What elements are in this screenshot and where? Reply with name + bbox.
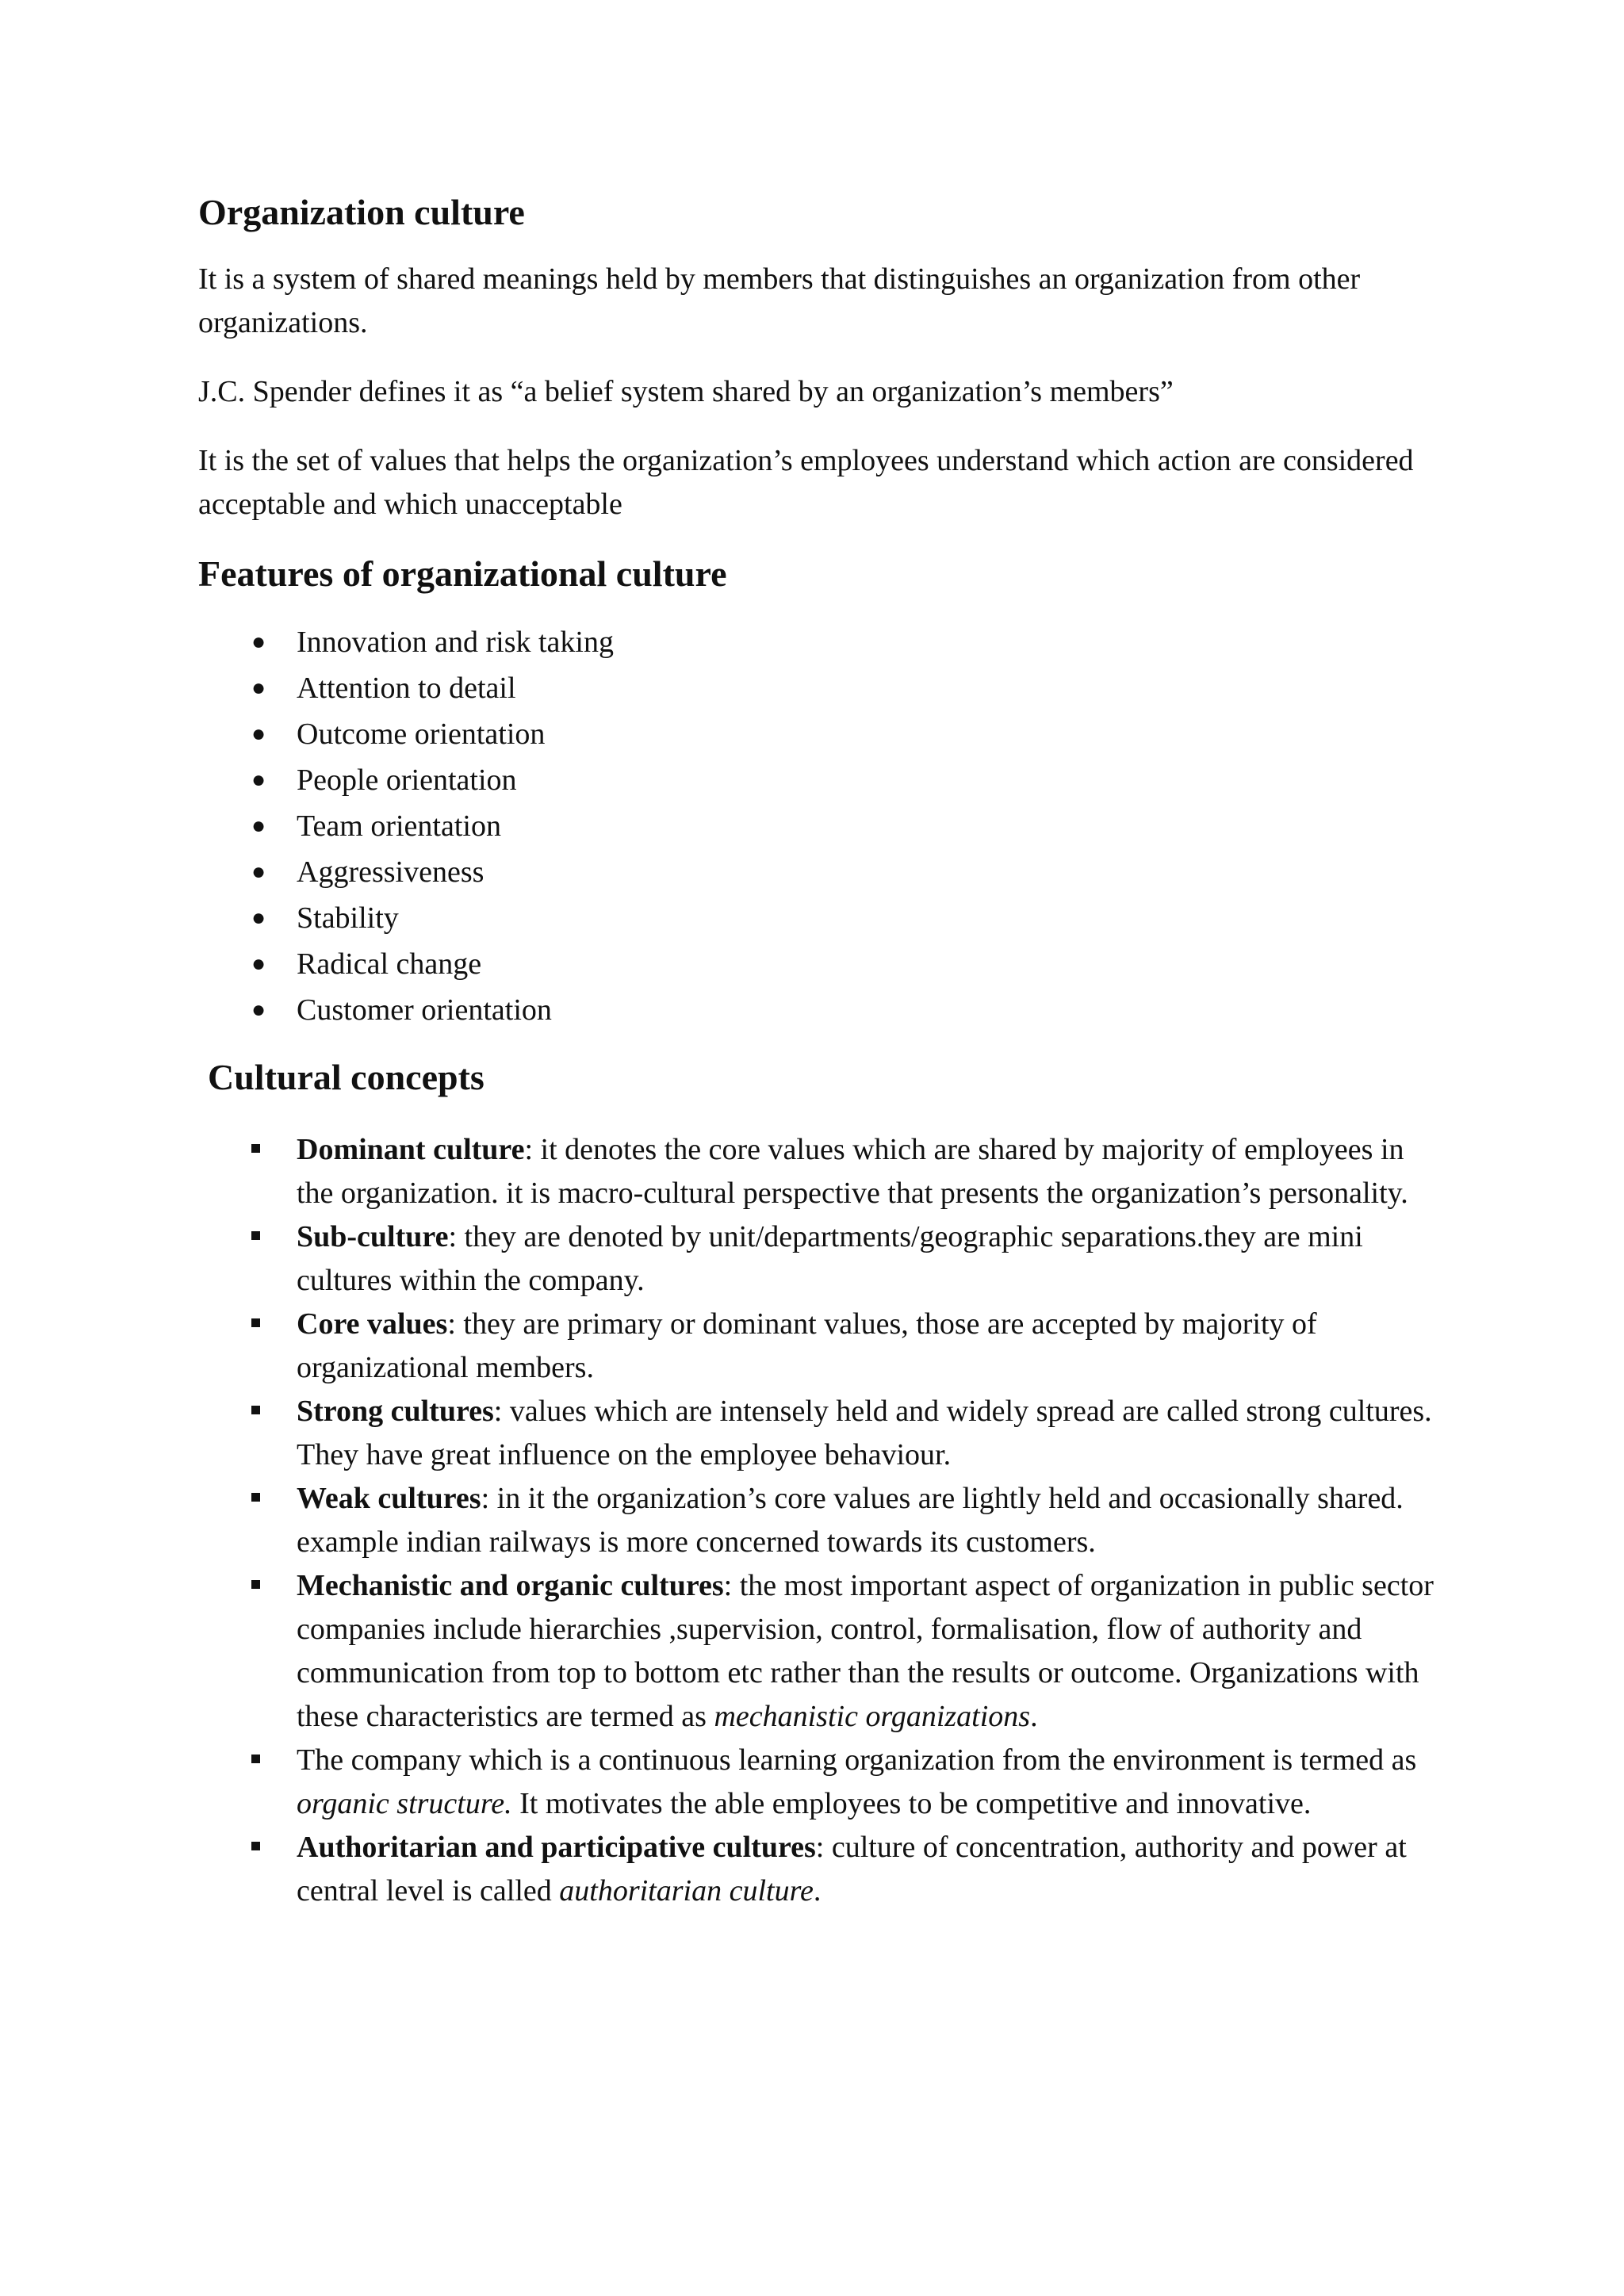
bullet-icon: ● bbox=[251, 629, 266, 656]
concept-after: It motivates the able employees to be competitive and innovative. bbox=[511, 1786, 1312, 1820]
square-bullet-icon bbox=[251, 1406, 260, 1414]
feature-text: Radical change bbox=[297, 947, 482, 982]
concept-text: : it denotes the core values which are shared by majority of employees in the organization. it is macro-cultural perspective that presents the organization’s personality. bbox=[297, 1132, 1408, 1210]
concept-term: Mechanistic and organic cultures bbox=[297, 1568, 724, 1602]
page-title: Organization culture bbox=[198, 192, 525, 232]
square-bullet-icon bbox=[251, 1144, 260, 1153]
concept-item bbox=[297, 1739, 1435, 1826]
feature-text: Team orientation bbox=[297, 809, 501, 844]
feature-text: Attention to detail bbox=[297, 672, 516, 706]
square-bullet-icon bbox=[251, 1755, 260, 1763]
bullet-icon: ● bbox=[251, 997, 266, 1024]
concept-text: The company which is a continuous learning organization from the environment is termed as bbox=[297, 1743, 1417, 1777]
feature-text: Customer orientation bbox=[297, 993, 552, 1027]
concept-item bbox=[297, 1826, 1435, 1913]
concept-text: : they are denoted by unit/departments/geographic separations.they are mini cultures within the company. bbox=[297, 1219, 1363, 1297]
list-item bbox=[251, 757, 1435, 803]
document-content bbox=[198, 190, 1435, 1913]
concept-item bbox=[297, 1128, 1435, 1215]
concepts-heading: Cultural concepts bbox=[208, 1057, 485, 1098]
square-bullet-icon bbox=[251, 1231, 260, 1240]
list-item bbox=[251, 711, 1435, 757]
concept-item bbox=[297, 1477, 1435, 1564]
feature-text: Outcome orientation bbox=[297, 718, 546, 752]
concepts-list bbox=[198, 1128, 1435, 1913]
concept-text: : values which are intensely held and widely spread are called strong cultures. They have great influence on the employee behaviour. bbox=[297, 1394, 1432, 1471]
bullet-icon: ● bbox=[251, 813, 266, 840]
list-item bbox=[251, 849, 1435, 895]
concept-term: Core values bbox=[297, 1307, 448, 1341]
concept-term: Strong cultures bbox=[297, 1394, 494, 1428]
feature-text: Innovation and risk taking bbox=[297, 626, 614, 660]
list-item bbox=[251, 895, 1435, 941]
concept-after: . bbox=[1030, 1699, 1038, 1733]
concept-item bbox=[297, 1390, 1435, 1477]
concept-italic: authoritarian culture bbox=[559, 1873, 814, 1908]
concept-item bbox=[297, 1215, 1435, 1303]
bullet-icon: ● bbox=[251, 951, 266, 978]
bullet-icon: ● bbox=[251, 675, 266, 702]
concept-item bbox=[297, 1303, 1435, 1390]
concept-italic: mechanistic organizations bbox=[714, 1699, 1031, 1733]
concept-term: Weak cultures bbox=[297, 1481, 481, 1515]
paragraph-spender-quote: J.C. Spender defines it as “a belief system shared by an organization’s members” bbox=[198, 375, 1174, 409]
concept-term: Dominant culture bbox=[297, 1132, 525, 1166]
paragraph-definition: It is a system of shared meanings held by members that distinguishes an organization from other organizations. bbox=[198, 262, 1361, 340]
list-item bbox=[251, 803, 1435, 849]
bullet-icon: ● bbox=[251, 905, 266, 932]
square-bullet-icon bbox=[251, 1493, 260, 1502]
feature-text: Stability bbox=[297, 901, 399, 936]
square-bullet-icon bbox=[251, 1318, 260, 1327]
bullet-icon: ● bbox=[251, 767, 266, 794]
concept-italic: organic structure. bbox=[297, 1786, 512, 1820]
list-item bbox=[251, 987, 1435, 1033]
features-heading: Features of organizational culture bbox=[198, 553, 727, 595]
features-list bbox=[198, 619, 1435, 1033]
concept-text: : the most important aspect of organization in public sector companies include hierarchies ,supervision, control, formalisation, flow of authority and communication from top to bottom etc rather than the results or outcome. Organizations with these characteristics are termed as bbox=[297, 1568, 1434, 1733]
concept-item bbox=[297, 1564, 1435, 1739]
list-item bbox=[251, 941, 1435, 987]
concept-text: : they are primary or dominant values, those are accepted by majority of organizational members. bbox=[297, 1307, 1317, 1384]
paragraph-values: It is the set of values that helps the organization’s employees understand which action are considered acceptable and which unacceptable bbox=[198, 444, 1414, 522]
list-item bbox=[251, 665, 1435, 711]
square-bullet-icon bbox=[251, 1580, 260, 1589]
bullet-icon: ● bbox=[251, 721, 266, 748]
concept-term: Sub-culture bbox=[297, 1219, 449, 1253]
concept-after: . bbox=[813, 1873, 822, 1908]
concept-text: : culture of concentration, authority and power at central level is called bbox=[297, 1830, 1407, 1908]
feature-text: People orientation bbox=[297, 763, 517, 798]
feature-text: Aggressiveness bbox=[297, 855, 485, 890]
concept-term: Authoritarian and participative cultures bbox=[297, 1830, 816, 1864]
list-item bbox=[251, 619, 1435, 665]
square-bullet-icon bbox=[251, 1842, 260, 1850]
bullet-icon: ● bbox=[251, 859, 266, 886]
concept-text: : in it the organization’s core values are lightly held and occasionally shared. example indian railways is more concerned towards its customers. bbox=[297, 1481, 1404, 1559]
